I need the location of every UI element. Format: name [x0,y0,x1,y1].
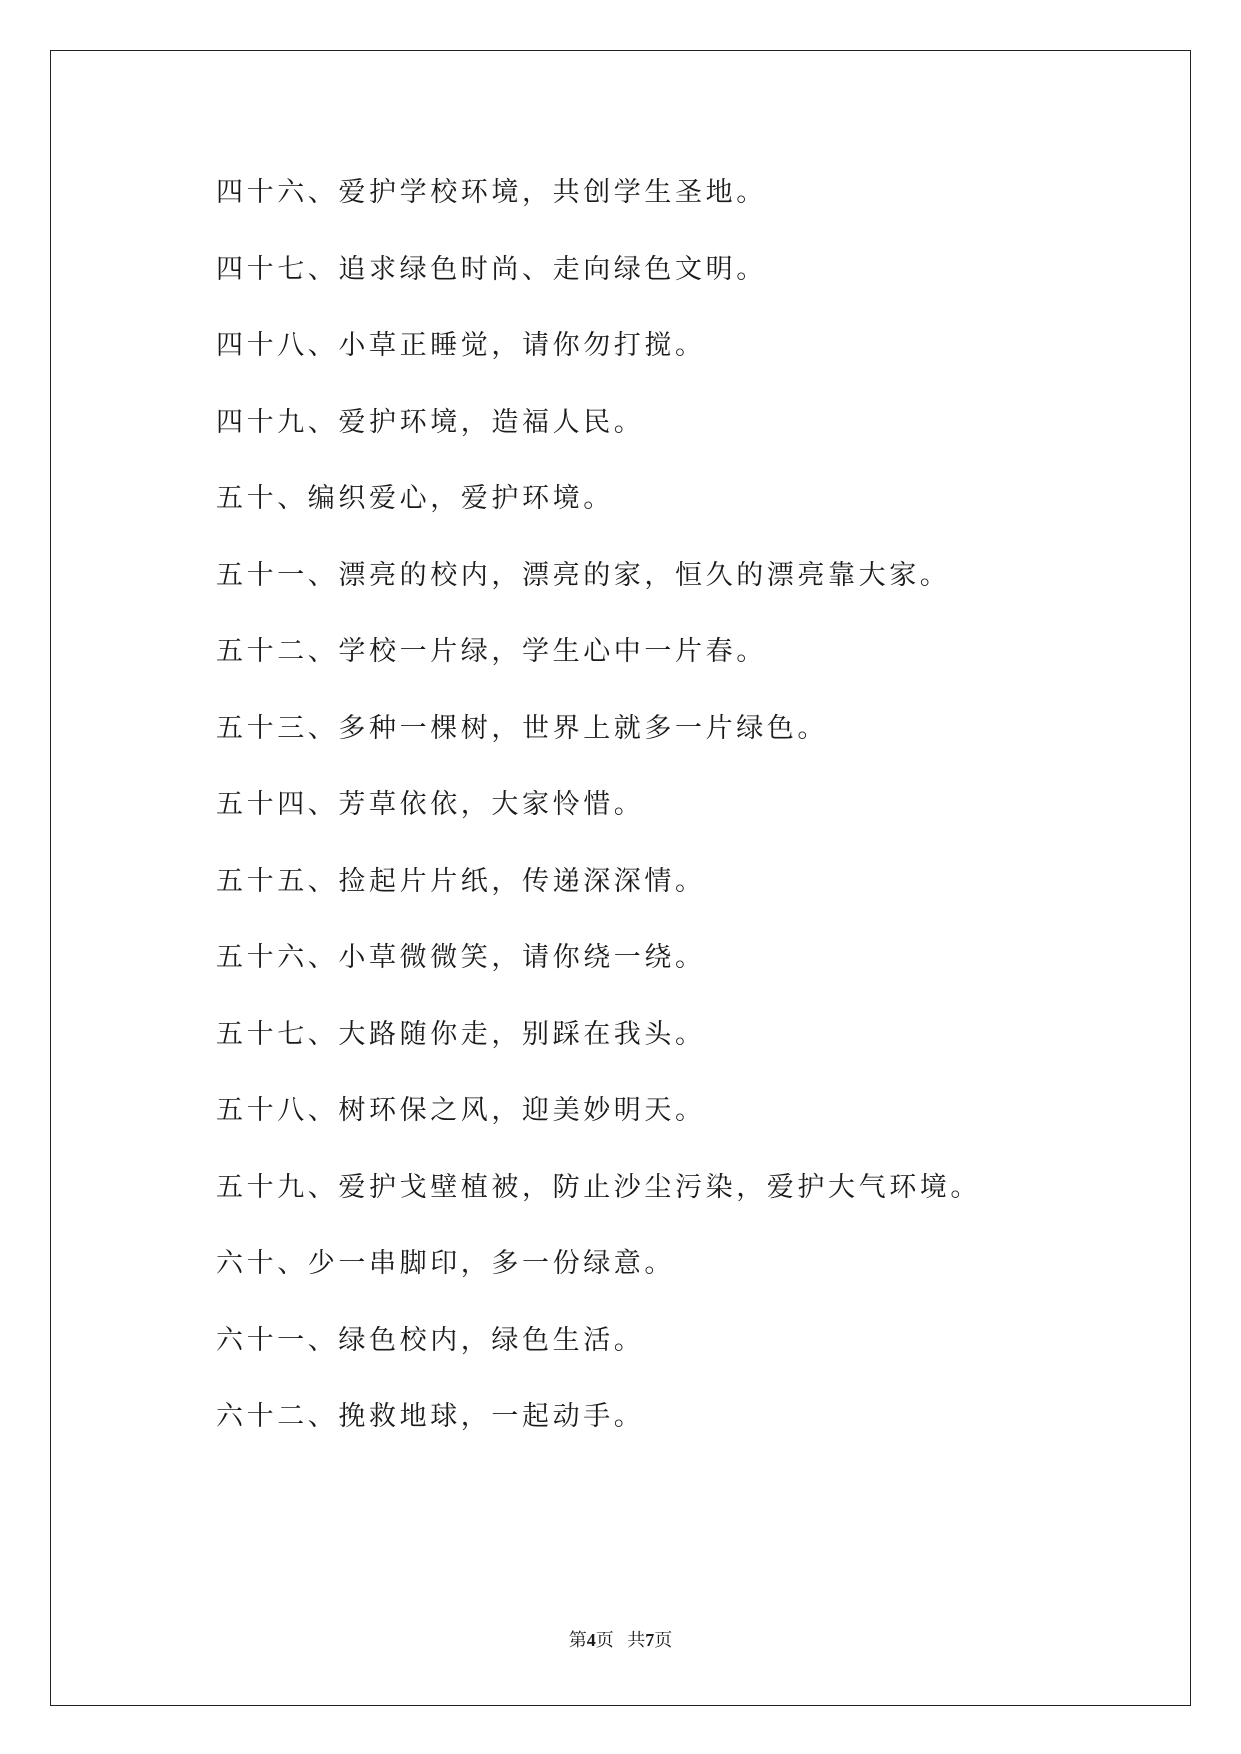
footer-prefix: 第 [568,1630,587,1650]
slogan-line: 五十四、芳草依依，大家怜惜。 [216,789,645,820]
slogan-line: 五十二、学校一片绿，学生心中一片春。 [216,636,767,667]
slogan-line: 六十二、挽救地球，一起动手。 [216,1401,645,1432]
slogan-line: 六十一、绿色校内，绿色生活。 [216,1324,645,1356]
footer-total-prefix: 共 [627,1630,646,1650]
slogan-line: 五十八、树环保之风，迎美妙明天。 [216,1095,706,1126]
footer-separator [614,1630,628,1650]
slogan-line: 五十七、大路随你走，别踩在我头。 [216,1018,706,1050]
current-page-number: 4 [586,1630,596,1650]
slogan-line: 五十六、小草微微笑，请你绕一绕。 [216,942,706,973]
footer-total-suffix: 页 [654,1630,673,1650]
slogan-line: 四十七、追求绿色时尚、走向绿色文明。 [216,253,767,285]
slogan-line: 五十五、捡起片片纸，传递深深情。 [216,865,706,897]
total-pages-number: 7 [645,1630,655,1650]
slogan-line: 四十六、爱护学校环境，共创学生圣地。 [216,177,767,208]
footer-page-word: 页 [595,1630,614,1650]
slogan-line: 四十九、爱护环境，造福人民。 [216,406,645,438]
slogan-line: 五十一、漂亮的校内，漂亮的家，恒久的漂亮靠大家。 [216,559,951,591]
page-footer [0,1626,1241,1652]
slogan-line: 五十九、爱护戈壁植被，防止沙尘污染，爱护大气环境。 [216,1171,981,1203]
slogan-line: 六十、少一串脚印，多一份绿意。 [216,1248,675,1279]
slogan-line: 五十、编织爱心，爱护环境。 [216,483,614,514]
slogan-list [216,155,981,1456]
slogan-line: 五十三、多种一棵树，世界上就多一片绿色。 [216,712,828,744]
slogan-line: 四十八、小草正睡觉，请你勿打搅。 [216,330,706,361]
